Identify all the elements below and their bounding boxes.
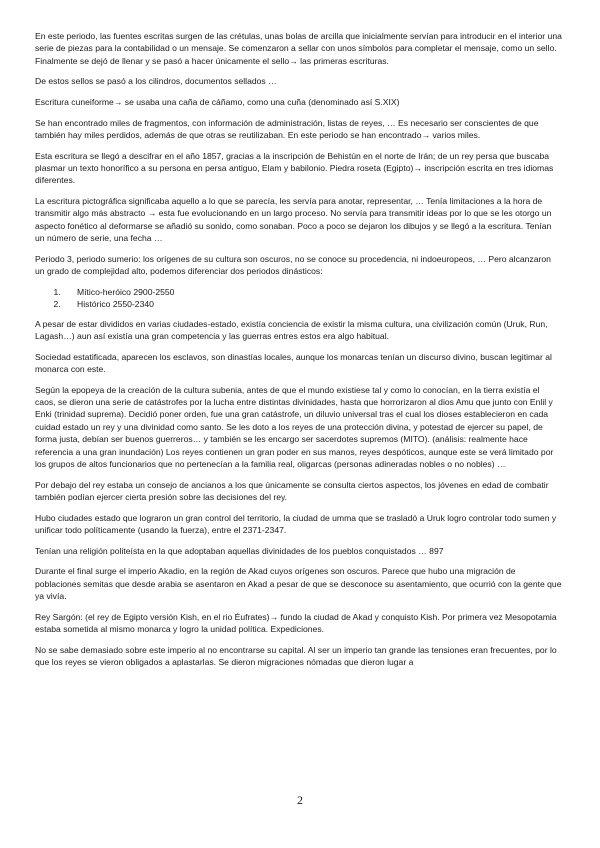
paragraph-sociedad: Sociedad estatificada, aparecen los esclavos, son dinastías locales, aunque los monarcas tenían un discurso divino, buscan legitimar al monarca con este. <box>35 351 552 375</box>
paragraph-consejo-ancianos: Por debajo del rey estaba un consejo de ancianos a los que únicamente se consulta ciertos aspectos, los jóvenes en edad de combatir también podían ejercer cierta presión sobre las decisiones del rey. <box>35 479 549 503</box>
paragraph-pictografica: La escritura pictográfica significaba aquello a lo que se parecía, les servía para anotar, representar, … Tenía limitaciones a la hora de transmitir algo más abstracto → esta fue evolucionando en un largo proceso. No servía para transmitir ideas por lo que se les otorgo un aspecto fonético al deformarse se añadió su sonido, como sonaban. Poco a poco se dejaron los dibujos y se llegó a la escritura. Tenían un número de serie, una fecha … <box>35 196 552 244</box>
paragraph-tensiones: No se sabe demasiado sobre este imperio al no encontrarse su capital. Al ser un imperio tan grande las tensiones eran frecuentes, por lo que los reyes se vieron obligados a aplastarlas. Se dieron migraciones nómadas que dieron lugar a <box>35 644 557 668</box>
paragraph-behistun: Esta escritura se llegó a descifrar en el año 1857, gracias a la inscripción de Behistún en el norte de Irán; de un rey persa que buscaba plasmar un texto honorífico a su persona en persa antiguo, Elam y babilonio. Piedra roseta (Egipto)→ inscripción escrita en tres idiomas diferentes. <box>35 150 554 186</box>
paragraph-fragmentos: Se han encontrado miles de fragmentos, con información de administración, listas de reyes, … Es necesario ser conscientes de que también hay miles perdidos, además de que otras se reutilizaban. En este periodo se han encontrado→ varios miles. <box>35 117 539 140</box>
paragraph-epopeya: Según la epopeya de la creación de la cultura subenia, antes de que el mundo existiese tal y como lo conocían, en la tierra existía el caos, se dieron una serie de catástrofes por la lucha entre distintas divinidades, hasta que horrorizaron al dios Amu que junto con Enlil y Enki (trinidad suprema). Decidió poner orden, fue una gran catástrofe, un diluvio universal tras el cual los dioses establecieron en cada cuidad estado un rey y una divinidad como santo. Se les doto a los reyes de una protección divina, y potestad de ejercer su papel, de forma justa, debían ser buenos guerreros… y también se les encargo ser sacerdotes supremos (MITO). (análisis: realmente hace referencia a una gran inundación) Los reyes contienen un gran poder en sus manos, reyes despóticos, aunque este se verá limitado por los grupos de altos funcionarios que no pertenecían a la familia real, oligarcas (personas adineradas nobles o no nobles) … <box>35 384 554 470</box>
list-item-mitico-heroico: 1. Mítico-heróico 2900-2550 <box>63 286 562 298</box>
paragraph-religion: Tenían una religión politeísta en la que adoptaban aquellas divinidades de los pueblos conquistados … 897 <box>35 545 444 556</box>
paragraph-periodo-sumerio: Periodo 3, periodo sumerio: los orígenes de su cultura son oscuros, no se conoce su procedencia, ni indoeuropeos, … Pero alcanzaron un grado de complejidad alto, podemos diferenciar dos periodos dinásticos: <box>35 253 551 277</box>
page-number: 2 <box>297 793 303 807</box>
paragraph-umma: Hubo ciudades estado que lograron un gran control del territorio, la ciudad de umma que se trasladó a Uruk logro controlar todo sumen y unificar todo políticamente (usando la fuerza), entre el 2371-2347. <box>35 512 557 536</box>
paragraph-rey-sargon: Rey Sargón: (el rey de Egipto versión Kish, en el rio Éufrates)→ fundo la ciudad de Akad y conquisto Kish. Por primera vez Mesopotamia estaba sometida al mismo monarca y logro la unidad política. Expediciones. <box>35 611 557 635</box>
paragraph-ciudades-estado: A pesar de estar divididos en varias ciudades-estado, existía conciencia de existir la misma cultura, una civilización común (Uruk, Run, Lagash…) aun así existía una gran competencia y las guerras entres estos era algo habitual. <box>35 318 548 342</box>
paragraph-cilindros: De estos sellos se pasó a los cilindros, documentos sellados … <box>35 76 277 87</box>
paragraph-cuneiforme: Escritura cuneiforme→ se usaba una caña de cáñamo, como una cuña (denominado así S.XIX) <box>35 97 400 107</box>
paragraph-cretulas: En este periodo, las fuentes escritas surgen de las crétulas, unas bolas de arcilla que inicialmente servían para introducir en el interior una serie de piezas para la contabilidad o un mensaje. Se comenzaron a sellar con unos símbolos para completar el mensaje, como un sello. Finalmente se dejó de llenar y se pasó a hacer únicamente el sello→ las primeras escrituras. <box>35 31 562 66</box>
periods-list <box>35 286 562 311</box>
list-item-historico: 2. Histórico 2550-2340 <box>63 298 562 310</box>
paragraph-imperio-akadio: Durante el final surge el imperio Akadio, en la región de Akad cuyos orígenes son oscuros. Parece que hubo una migración de poblaciones semitas que desde arabia se asentaron en Akad a pesar de que se desconoce su asentamiento, que ocurrió con la gente que ya vivía. <box>35 566 562 602</box>
